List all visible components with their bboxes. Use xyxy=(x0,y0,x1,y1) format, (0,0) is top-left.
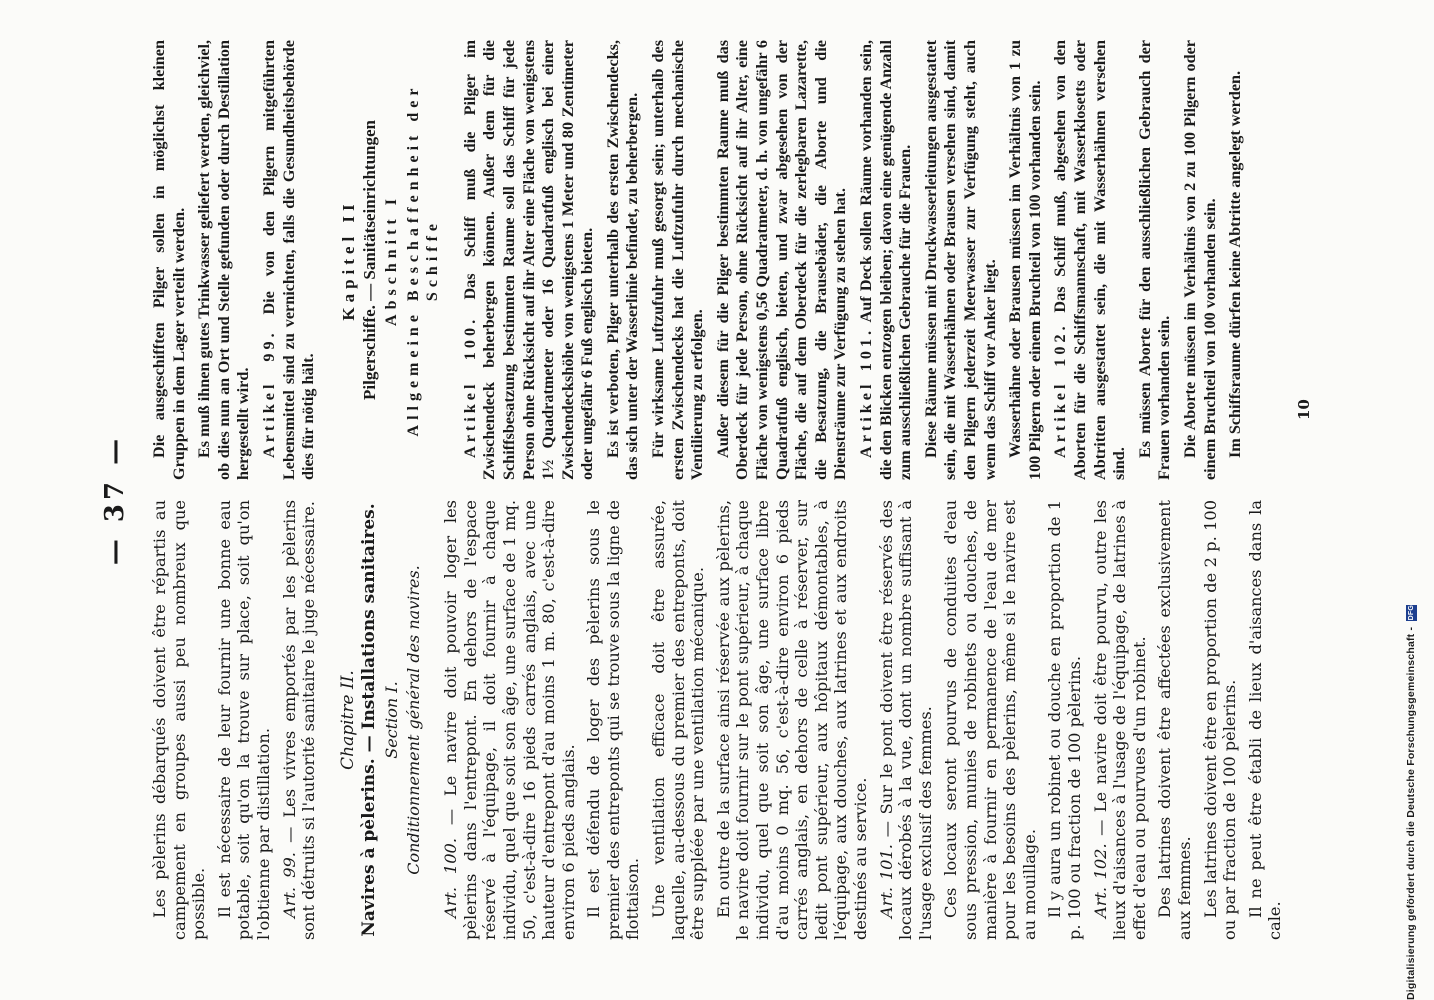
signature-mark: 10 xyxy=(1295,399,1313,420)
de-paragraph: Die ausgeschifften Pilger sollen in möglichst kleinen Gruppen in dem Lager verteilt werden. xyxy=(150,40,188,480)
de-paragraph: Die Aborte müssen im Verhältnis von 2 zu 100 Pilgern oder einem Bruchteil von 100 vorhanden sein. xyxy=(1180,40,1219,480)
fr-paragraph: Il ne peut être établi de lieux d'aisances dans la cale. xyxy=(1245,500,1285,940)
fr-section: Section I. xyxy=(381,681,401,759)
fr-paragraph: Une ventilation efficace doit être assurée, laquelle, au-dessous du premier des entreponts, doit être suppléée par une ventilation mécanique. xyxy=(649,500,708,940)
fr-article-label: Art. 99. xyxy=(279,852,299,918)
fr-paragraph: Il est défendu de loger des pèlerins sous le premier des entreponts qui se trouve sous la ligne de flottaison. xyxy=(584,500,643,940)
de-chapter-title: Pilgerschiffe. — Sanitätseinrichtungen xyxy=(360,120,380,401)
de-article-label: Artikel 100. xyxy=(460,315,479,458)
fr-article-text: — Le navire doit pouvoir loger les pèlerins dans l'entrepont. En dehors de l'espace réservé à l'équipage, il doit fournir à chaque individu, quel que soit son âge, une surface de 1 mq. 50, c'est-à-dire 16 pieds carrés anglais, avec une hauteur d'entrepont d'au moins 1 m. 80, c'est-à-dire environ 6 pieds anglais. xyxy=(441,500,578,940)
de-paragraph: Außer diesem für die Pilger bestimmten Raume muß das Oberdeck für jede Person, ohne Rücksicht auf ihr Alter, eine Fläche von wenigstens 0,56 Quadratmeter, d. h. von ungefähr 6 Quadratfuß englisch, bieten, und zwar abgesehen von der Fläche, die auf dem Oberdeck für die zerlegbaren Lazarette, die Besatzung, die Brausebäder, die Aborte und die Diensträume zur Verfügung zu stehen hat. xyxy=(713,40,850,480)
fr-chapter: Chapitre II. xyxy=(337,670,358,770)
footer-text: Digitalisierung gefördert durch die Deutsche Forschungsgemeinschaft - xyxy=(1405,626,1417,1000)
fr-article-label: Art. 101. xyxy=(876,844,896,918)
de-paragraph: Es müssen Aborte für den ausschließlichen Gebrauch der Frauen vorhanden sein. xyxy=(1135,40,1174,480)
fr-article-label: Art. 100. xyxy=(441,838,461,918)
fr-article-text: — Les vivres emportés par les pèlerins sont détruits si l'autorité sanitaire le juge nécessaire. xyxy=(279,499,319,940)
page-number: — 37 — xyxy=(100,434,130,566)
fr-paragraph: Ces locaux seront pourvus de conduites d'eau sous pression, munies de robinets ou douches, de manière à fournir en permanence de l'eau de mer pour les besoins des pèlerins, même si le navire est au mouillage. xyxy=(941,500,1039,940)
fr-paragraph xyxy=(877,500,936,940)
de-paragraph: Diese Räume müssen mit Druckwasserleitungen ausgestattet sein, die mit Wasserhähnen oder Brausen versehen sind, damit den Pilgern jederzeit Meerwasser zur Verfügung steht, auch wenn das Schiff vor Anker liegt. xyxy=(921,40,999,480)
german-column xyxy=(150,40,1252,480)
de-paragraph xyxy=(857,40,916,480)
dfg-logo: DFG xyxy=(1407,604,1415,621)
de-paragraph xyxy=(1051,40,1129,480)
de-paragraph: Es muß ihnen gutes Trinkwasser geliefert werden, gleichviel, ob dies nun an Ort und Stelle gefunden oder durch Destillation hergestellt wird. xyxy=(195,40,253,480)
de-article-text: Das Schiff muß, abgesehen von den Aborten für die Schiffsmannschaft, mit Wasserklosetts oder Abtritten ausgestattet sein, die mit Wasserhähnen versehen sind. xyxy=(1051,40,1129,480)
de-section: Abschnitt I xyxy=(382,194,400,326)
fr-article-text: — Le navire doit être pourvu, outre les lieux d'aisances à l'usage de l'équipage, de latrines à effet d'eau ou pourvues d'un robinet. xyxy=(1090,500,1149,940)
de-article-label: Artikel 99. xyxy=(259,329,278,458)
de-article-text: Das Schiff muß die Pilger im Zwischendeck beherbergen können. Außer dem für die Schiffsbesatzung bestimmten Raume soll das Schiff für jede Person ohne Rücksicht auf ihr Alter eine Fläche von wenigstens 1½ Quadratmeter oder 16 Quadratfuß englisch bei einer Zwischendeckshöhe von wenigstens 1 Meter und 80 Zentimeter oder ungefähr 6 Fuß englisch bieten. xyxy=(460,39,597,480)
fr-article-text: — Sur le pont doivent être réservés des locaux dérobés à la vue, dont un nombre suffisant à l'usage exclusif des femmes. xyxy=(876,500,935,940)
de-chapter: Kapitel II xyxy=(338,199,358,321)
de-section-title: Allgemeine Beschaffenheit der Schiffe xyxy=(404,83,442,437)
de-article-label: Artikel 101. xyxy=(857,326,875,458)
fr-paragraph: En outre de la surface ainsi réservée aux pèlerins, le navire doit fournir sur le pont supérieur, à chaque individu, quel que soit son âge, une surface libre d'au moins 0 mq. 56, c'est-à-dire environ 6 pieds carrés anglais, en dehors de celle à réserver, sur ledit pont supérieur, aux hôpitaux démontables, à l'équipage, aux douches, aux latrines et aux endroits destinés au service. xyxy=(713,500,870,940)
de-paragraph xyxy=(260,40,319,480)
de-article-text: Die von den Pilgern mitgeführten Lebensmittel sind zu vernichten, falls die Gesundheitsbehörde dies für nötig hält. xyxy=(259,40,318,480)
fr-paragraph: Les latrines doivent être en proportion de 2 p. 100 ou par fraction de 100 pèlerins. xyxy=(1200,500,1240,940)
fr-chapter-title: Navires à pèlerins. — Installations sanitaires. xyxy=(359,503,380,937)
de-article-label: Artikel 102. xyxy=(1051,322,1070,458)
de-paragraph xyxy=(461,40,598,480)
de-paragraph: Für wirksame Luftzufuhr muß gesorgt sein; unterhalb des ersten Zwischendecks hat die Luftzufuhr durch mechanische Ventilierung zu erfolgen. xyxy=(649,40,707,480)
fr-paragraph: Les pèlerins débarqués doivent être répartis au campement en groupes aussi peu nombreux que possible. xyxy=(150,500,209,940)
fr-paragraph: Il y aura un robinet ou douche en proportion de 1 p. 100 ou fraction de 100 pèlerins. xyxy=(1045,500,1084,940)
fr-paragraph: Il est nécessaire de leur fournir une bonne eau potable, soit qu'on la trouve sur place, soit qu'on l'obtienne par distillation. xyxy=(214,500,273,940)
fr-article-label: Art. 102. xyxy=(1090,843,1110,918)
fr-paragraph xyxy=(441,500,578,940)
french-column xyxy=(150,500,1291,940)
de-paragraph: Es ist verboten, Pilger unterhalb des ersten Zwischendecks, das sich unter der Wasserlinie befindet, zu beherbergen. xyxy=(603,40,642,480)
fr-paragraph xyxy=(280,500,319,940)
de-paragraph: Im Schiffsraume dürfen keine Abtritte angelegt werden. xyxy=(1226,70,1245,458)
de-article-text: Auf Deck sollen Räume vorhanden sein, die den Blicken entzogen bleiben; davon eine genügende Anzahl zum ausschließlichen Gebrauche für die Frauen. xyxy=(857,39,915,480)
fr-section-title: Conditionnement général des navires. xyxy=(403,565,423,875)
fr-paragraph xyxy=(1091,500,1150,940)
fr-paragraph: Des latrines doivent être affectées exclusivement aux femmes. xyxy=(1155,500,1194,940)
de-paragraph: Wasserhähne oder Brausen müssen im Verhältnis von 1 zu 100 Pilgern oder einem Bruchteil von 100 vorhanden sein. xyxy=(1006,40,1044,480)
digitization-footer xyxy=(1405,0,1417,1000)
